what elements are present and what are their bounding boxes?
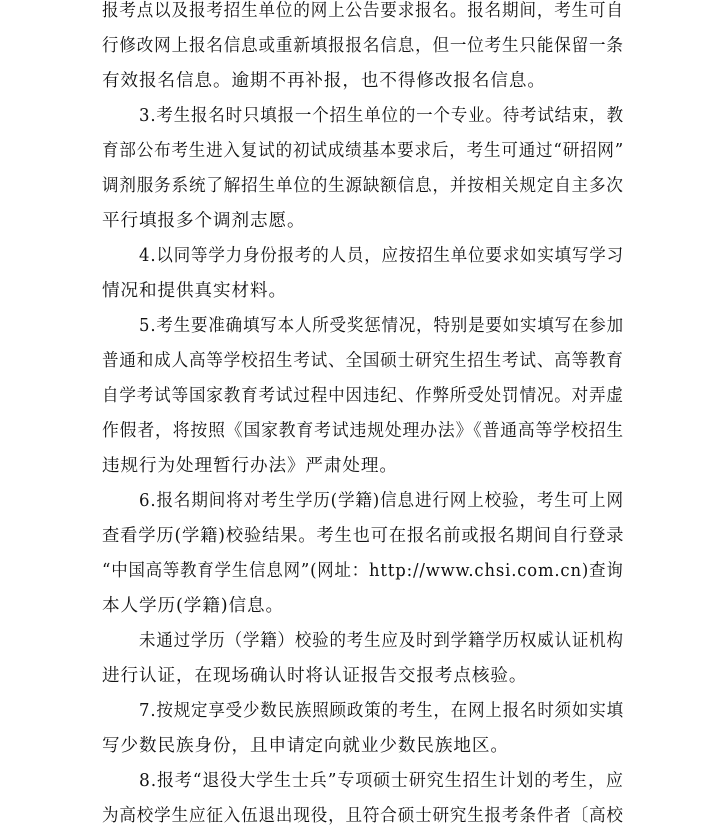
text-line: 5.考生要准确填写本人所受奖惩情况，特别是要如实填写在参加 bbox=[139, 316, 624, 336]
text-line: 未通过学历（学籍）校验的考生应及时到学籍学历权威认证机构 bbox=[139, 631, 624, 651]
text-line: 作假者，将按照《国家教育考试违规处理办法》《普通高等学校招生 bbox=[102, 421, 624, 441]
text-line: 违规行为处理暂行办法》严肃处理。 bbox=[102, 456, 398, 476]
text-line: 平行填报多个调剂志愿。 bbox=[102, 211, 306, 231]
text-line: 行修改网上报名信息或重新填报报名信息，但一位考生只能保留一条 bbox=[102, 36, 624, 56]
text-line: 育部公布考生进入复试的初试成绩基本要求后，考生可通过“研招网” bbox=[102, 141, 625, 161]
text-line: 普通和成人高等学校招生考试、全国硕士研究生招生考试、高等教育 bbox=[102, 351, 624, 371]
text-line: 调剂服务系统了解招生单位的生源缺额信息，并按相关规定自主多次 bbox=[102, 176, 624, 196]
text-line: 查看学历(学籍)校验结果。考生也可在报名前或报名期间自行登录 bbox=[102, 526, 625, 546]
text-line: 情况和提供真实材料。 bbox=[102, 281, 287, 301]
text-line: 为高校学生应征入伍退出现役，且符合硕士研究生报考条件者〔高校 bbox=[102, 806, 624, 826]
text-line: 写少数民族身份，且申请定向就业少数民族地区。 bbox=[102, 736, 509, 756]
text-line: 4.以同等学力身份报考的人员，应按招生单位要求如实填写学习 bbox=[139, 246, 624, 266]
text-line: 3.考生报名时只填报一个招生单位的一个专业。待考试结束，教 bbox=[139, 106, 624, 126]
text-line: 报考点以及报考招生单位的网上公告要求报名。报名期间，考生可自 bbox=[102, 1, 624, 21]
text-line: 进行认证，在现场确认时将认证报告交报考点核验。 bbox=[102, 666, 528, 686]
text-line: 6.报名期间将对考生学历(学籍)信息进行网上校验，考生可上网 bbox=[139, 491, 624, 511]
text-line: “中国高等教育学生信息网”(网址：http://www.chsi.com.cn)查询 bbox=[102, 561, 624, 581]
text-line: 自学考试等国家教育考试过程中因违纪、作弊所受处罚情况。对弄虚 bbox=[102, 386, 624, 406]
text-line: 有效报名信息。逾期不再补报，也不得修改报名信息。 bbox=[102, 71, 546, 91]
text-line: 本人学历(学籍)信息。 bbox=[102, 596, 284, 616]
text-line: 8.报考“退役大学生士兵”专项硕士研究生招生计划的考生，应 bbox=[139, 771, 624, 791]
text-line: 7.按规定享受少数民族照顾政策的考生，在网上报名时须如实填 bbox=[139, 701, 624, 721]
